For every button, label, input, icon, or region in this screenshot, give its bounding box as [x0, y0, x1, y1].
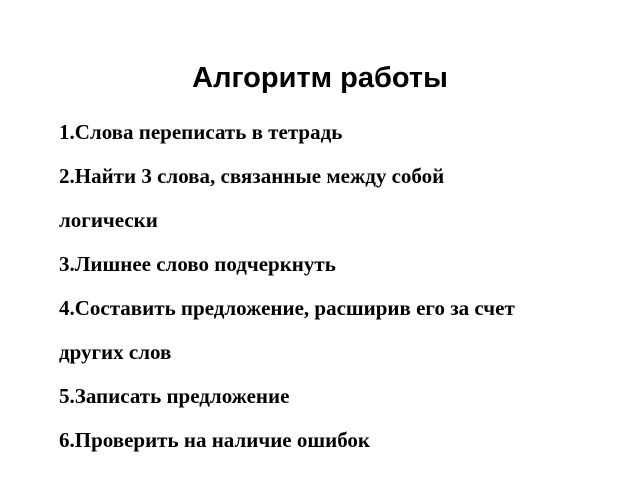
step-2: 2.Найти 3 слова, связанные между собой: [59, 164, 445, 188]
step-1: 1.Слова переписать в тетрадь: [59, 120, 343, 144]
slide-title: Алгоритм работы: [192, 62, 448, 94]
step-5: 5.Записать предложение: [59, 384, 290, 408]
step-4-continuation: других слов: [59, 340, 172, 364]
step-4: 4.Составить предложение, расширив его за счет: [59, 296, 515, 320]
steps-list: [59, 110, 619, 462]
step-2-continuation: логически: [59, 208, 158, 232]
step-3: 3.Лишнее слово подчеркнуть: [59, 252, 336, 276]
step-6: 6.Проверить на наличие ошибок: [59, 428, 371, 452]
